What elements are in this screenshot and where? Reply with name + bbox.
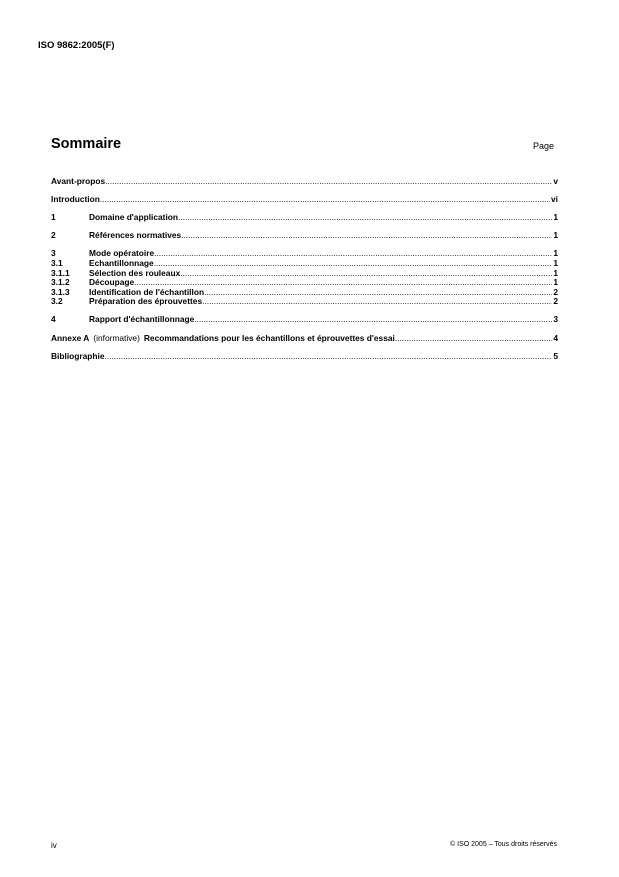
toc-entry-number: 3.1.1 — [51, 267, 70, 278]
toc-entry-label: Identification de l'échantillon — [89, 286, 205, 297]
toc-entry[interactable] — [51, 213, 558, 223]
toc-entry[interactable] — [51, 195, 558, 205]
toc-entry-label: Découpage — [89, 277, 135, 288]
annex-title: Recommandations pour les échantillons et éprouvettes d'essai — [143, 332, 395, 343]
toc-entry-label: Domaine d'application — [89, 212, 179, 223]
page-column-label: Page — [533, 141, 555, 151]
toc-entry-page: vi — [551, 194, 558, 205]
leader-dots — [202, 297, 552, 307]
document-id: ISO 9862:2005(F) — [38, 40, 115, 51]
toc-entry-page: 1 — [553, 212, 558, 223]
leader-dots — [194, 315, 552, 325]
toc-entry-page: 1 — [553, 230, 558, 241]
leader-dots — [395, 334, 552, 344]
leader-dots — [105, 352, 553, 362]
toc-entry-number: 3.1.2 — [51, 277, 70, 288]
table-of-contents — [51, 177, 558, 361]
leader-dots — [154, 259, 553, 269]
toc-entry[interactable] — [51, 297, 558, 307]
toc-entry-page: 1 — [553, 267, 558, 278]
toc-entry-label: Références normatives — [89, 230, 182, 241]
toc-entry-page: 1 — [553, 277, 558, 288]
toc-entry-number: 3.1.3 — [51, 286, 70, 297]
leader-dots — [178, 213, 552, 223]
toc-entry-page: 3 — [553, 314, 558, 325]
toc-entry-page: v — [553, 176, 558, 186]
leader-dots — [100, 195, 550, 205]
toc-entry-number: 3 — [51, 248, 56, 259]
page-number: iv — [51, 841, 57, 850]
leader-dots — [105, 177, 552, 187]
toc-entry-page: 2 — [553, 286, 558, 297]
toc-entry-label: Bibliographie — [51, 350, 105, 361]
annex-type: (informative) — [93, 332, 140, 343]
toc-entry-page: 5 — [553, 350, 558, 361]
annex-label: Annexe A — [51, 332, 90, 343]
toc-entry[interactable] — [51, 315, 558, 325]
toc-entry[interactable] — [51, 177, 558, 187]
toc-entry-number: 2 — [51, 230, 56, 241]
toc-entry-page: 2 — [553, 296, 558, 307]
toc-entry-label: Rapport d'échantillonnage — [89, 314, 195, 325]
toc-entry-label — [51, 334, 395, 344]
toc-entry-number: 4 — [51, 314, 56, 325]
toc-entry-label: Echantillonnage — [89, 257, 154, 268]
toc-entry-page: 1 — [553, 257, 558, 268]
toc-entry[interactable] — [51, 334, 558, 344]
copyright-notice: © ISO 2005 – Tous droits réservés — [450, 841, 557, 848]
toc-entry-page: 1 — [553, 248, 558, 259]
leader-dots — [204, 288, 552, 298]
toc-entry-number: 1 — [51, 212, 56, 223]
toc-entry-label: Sélection des rouleaux — [89, 267, 181, 278]
leader-dots — [180, 269, 552, 279]
toc-entry[interactable] — [51, 352, 558, 362]
toc-entry-label: Introduction — [51, 194, 100, 205]
toc-entry-page: 4 — [553, 332, 558, 343]
toc-entry-label: Mode opératoire — [89, 248, 155, 259]
toc-entry-number: 3.2 — [51, 296, 63, 307]
toc-entry[interactable] — [51, 231, 558, 241]
leader-dots — [154, 249, 552, 259]
leader-dots — [181, 231, 552, 241]
page-title: Sommaire — [51, 136, 122, 152]
toc-entry-number: 3.1 — [51, 257, 63, 268]
toc-entry-label: Préparation des éprouvettes — [89, 296, 203, 307]
toc-entry-label: Avant-propos — [51, 176, 106, 186]
